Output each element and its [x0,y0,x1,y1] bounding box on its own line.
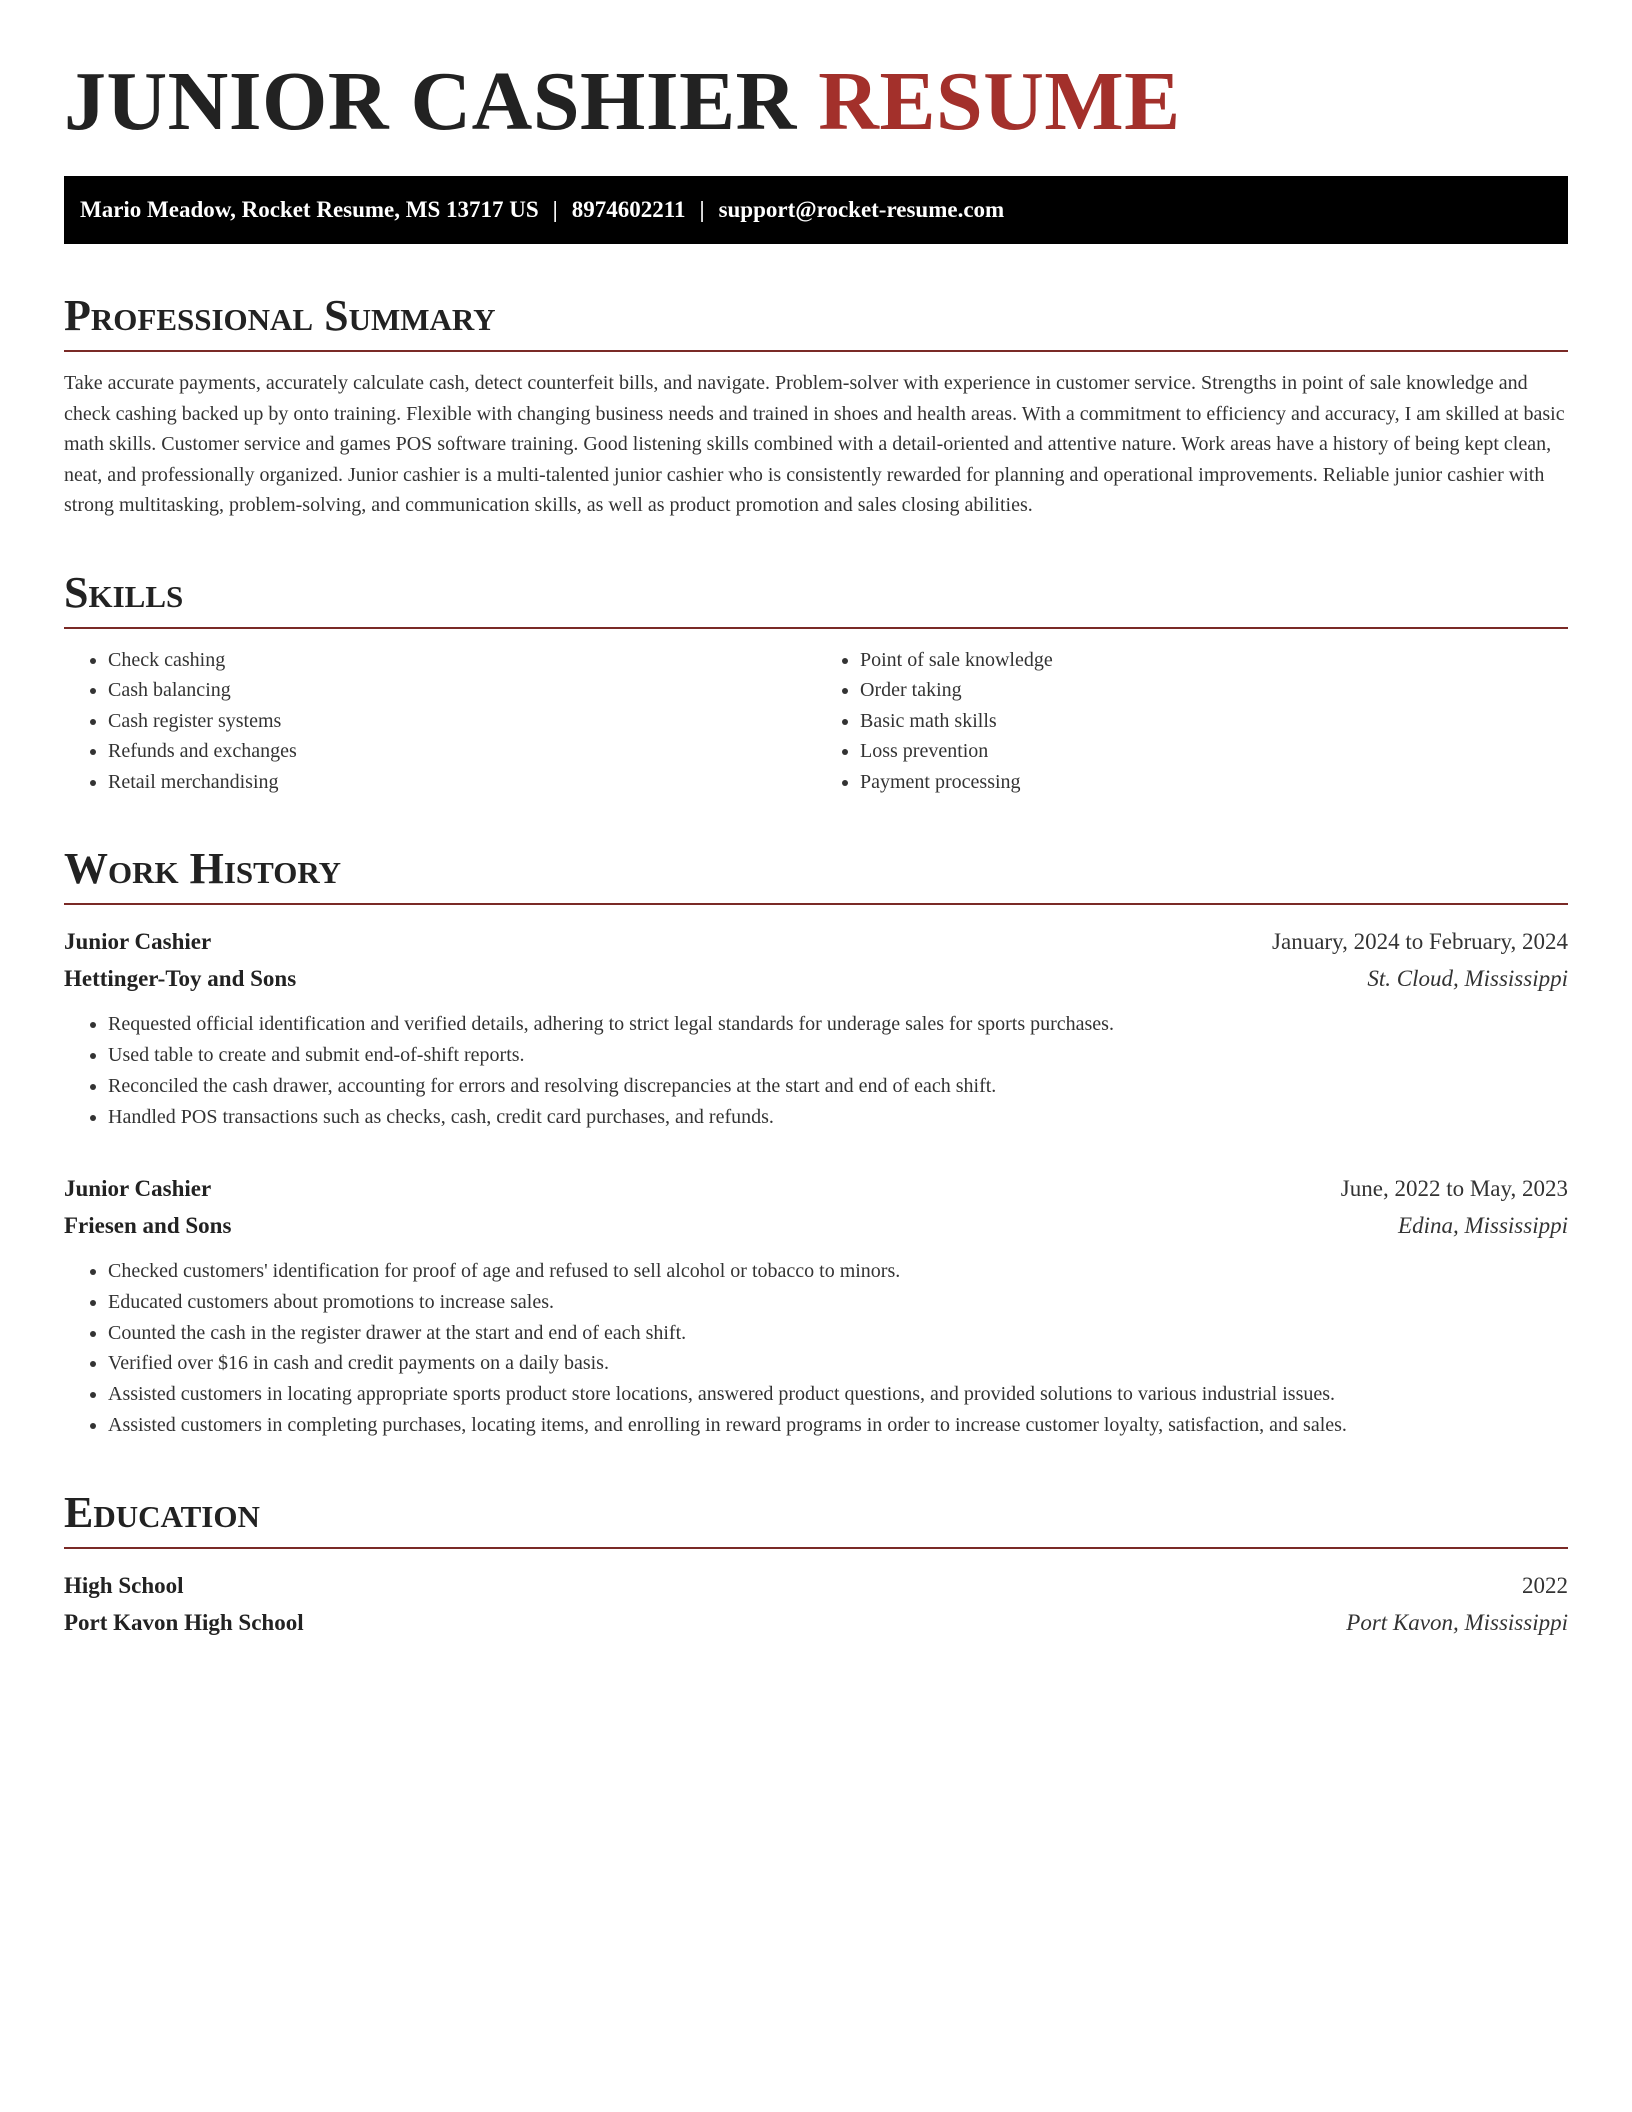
job-duty-item: • Educated customers about promotions to increase sales. [108,1287,1568,1318]
education-location: Port Kavon, Mississippi [1346,1609,1568,1635]
summary-section [64,288,1568,521]
job-duties [64,1009,1568,1132]
skill-item: • Point of sale knowledge [860,645,1568,676]
skill-item: • Retail merchandising [108,767,816,798]
job-location: Edina, Mississippi [1398,1213,1568,1239]
job-dates: January, 2024 to February, 2024 [1272,929,1568,955]
contact-separator: | [699,197,705,222]
title-accent: RESUME [818,55,1181,148]
job-entry [64,1170,1568,1440]
job-company: Hettinger-Toy and Sons [64,966,297,992]
job-duty-item: • Assisted customers in locating appropriate sports product store locations, answered product questions, and provided solutions to various industrial issues. [108,1379,1568,1410]
job-duties [64,1256,1568,1440]
skills-columns [64,645,1568,798]
job-location: St. Cloud, Mississippi [1367,966,1568,992]
job-duty-item: • Checked customers' identification for proof of age and refused to sell alcohol or tobacco to minors. [108,1256,1568,1287]
education-section [64,1485,1568,1641]
job-duty-item: • Verified over $16 in cash and credit payments on a daily basis. [108,1348,1568,1379]
job-company: Friesen and Sons [64,1213,232,1239]
contact-email: support@rocket-resume.com [718,197,1005,222]
education-entry [64,1567,1568,1641]
work-history-section [64,841,1568,1440]
contact-bar [64,176,1568,244]
resume-page [64,52,1568,1641]
job-dates: June, 2022 to May, 2023 [1340,1176,1568,1202]
skill-item: • Basic math skills [860,706,1568,737]
skill-item: • Loss prevention [860,736,1568,767]
contact-separator: | [552,197,558,222]
skill-item: • Cash balancing [108,675,816,706]
education-heading: Education [64,1485,1568,1549]
skills-list-right [816,645,1568,798]
skill-item: • Payment processing [860,767,1568,798]
resume-title [64,52,1568,152]
skill-item: • Cash register systems [108,706,816,737]
job-entry [64,923,1568,1132]
job-title: Junior Cashier [64,929,212,955]
skill-item: • Order taking [860,675,1568,706]
job-duty-item: • Requested official identification and verified details, adhering to strict legal standards for underage sales for sports purchases. [108,1009,1568,1040]
education-year: 2022 [1522,1572,1568,1598]
skill-item: • Refunds and exchanges [108,736,816,767]
title-main: JUNIOR CASHIER [64,55,797,148]
skills-heading: Skills [64,565,1568,629]
contact-phone: 8974602211 [571,197,686,222]
job-duty-item: • Reconciled the cash drawer, accounting for errors and resolving discrepancies at the start and end of each shift. [108,1071,1568,1102]
summary-text: Take accurate payments, accurately calculate cash, detect counterfeit bills, and navigate. Problem-solver with experience in customer service. Strengths in point of sale knowledge and check cashing backed up by onto training. Flexible with changing business needs and trained in shoes and health areas. With a commitment to efficiency and accuracy, I am skilled at basic math skills. Customer service and games POS software training. Good listening skills combined with a detail-oriented and attentive nature. Work areas have a history of being kept clean, neat, and professionally organized. Junior cashier is a multi-talented junior cashier who is consistently rewarded for planning and operational improvements. Reliable junior cashier with strong multitasking, problem-solving, and communication skills, as well as product promotion and sales closing abilities. [64,372,1565,516]
education-school: Port Kavon High School [64,1609,304,1635]
job-title: Junior Cashier [64,1176,212,1202]
skill-item: • Check cashing [108,645,816,676]
job-duty-item: • Handled POS transactions such as checks, cash, credit card purchases, and refunds. [108,1102,1568,1133]
job-duty-item: • Assisted customers in completing purchases, locating items, and enrolling in reward programs in order to increase customer loyalty, satisfaction, and sales. [108,1410,1568,1441]
work-history-heading: Work History [64,841,1568,905]
job-duty-item: • Counted the cash in the register drawer at the start and end of each shift. [108,1318,1568,1349]
skills-list-left [64,645,816,798]
skills-section [64,565,1568,798]
summary-heading: Professional Summary [64,288,1568,352]
education-degree: High School [64,1572,184,1598]
job-duty-item: • Used table to create and submit end-of-shift reports. [108,1040,1568,1071]
contact-address: Mario Meadow, Rocket Resume, MS 13717 US [80,197,539,222]
